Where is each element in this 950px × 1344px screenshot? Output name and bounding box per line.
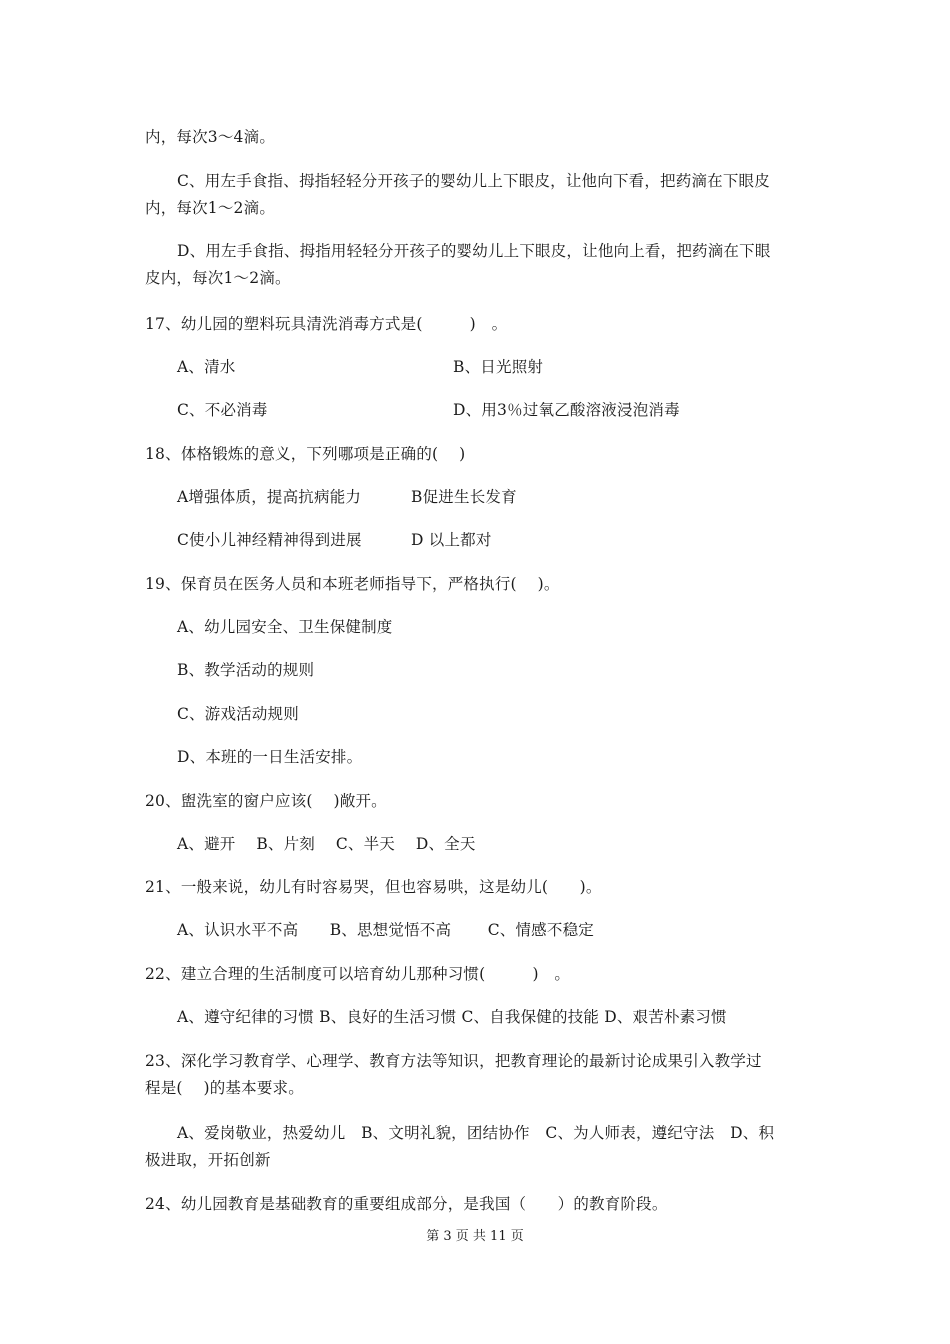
text-line: 内，每次3～4滴。 xyxy=(145,128,276,146)
text-line: D、用左手食指、拇指用轻轻分开孩子的婴幼儿上下眼皮，让他向上看，把药滴在下眼 xyxy=(177,242,771,260)
question-21: 21、一般来说，幼儿有时容易哭，但也容易哄，这是幼儿( )。 xyxy=(145,878,602,896)
option: D、本班的一日生活安排。 xyxy=(177,748,363,766)
option: A、避开 B、片刻 C、半天 D、全天 xyxy=(177,835,476,853)
option: A增强体质，提高抗病能力 xyxy=(177,488,362,506)
option: B促进生长发育 xyxy=(411,488,517,506)
option: A、爱岗敬业，热爱幼儿 B、文明礼貌，团结协作 C、为人师表，遵纪守法 D、积 xyxy=(177,1124,775,1142)
question-20: 20、盥洗室的窗户应该( )敞开。 xyxy=(145,792,387,810)
page-footer: 第 3 页 共 11 页 xyxy=(426,1229,524,1244)
question-24: 24、幼儿园教育是基础教育的重要组成部分，是我国（ ）的教育阶段。 xyxy=(145,1195,668,1213)
question-22: 22、建立合理的生活制度可以培育幼儿那种习惯( ) 。 xyxy=(145,965,571,983)
text-line: C、用左手食指、拇指轻轻分开孩子的婴幼儿上下眼皮，让他向下看，把药滴在下眼皮 xyxy=(177,172,770,190)
text-line: 程是( )的基本要求。 xyxy=(145,1079,304,1097)
question-19: 19、保育员在医务人员和本班老师指导下，严格执行( )。 xyxy=(145,575,560,593)
option: C、不必消毒 xyxy=(177,401,268,419)
option: B、教学活动的规则 xyxy=(177,661,315,679)
option: A、认识水平不高 B、思想觉悟不高 C、情感不稳定 xyxy=(177,921,594,939)
text-line: 皮内，每次1～2滴。 xyxy=(145,269,291,287)
question-23: 23、深化学习教育学、心理学、教育方法等知识，把教育理论的最新讨论成果引入教学过 xyxy=(145,1052,762,1070)
option: C、游戏活动规则 xyxy=(177,705,299,723)
option: A、清水 xyxy=(177,358,236,376)
option: B、日光照射 xyxy=(453,358,544,376)
question-18: 18、体格锻炼的意义，下列哪项是正确的( ) xyxy=(145,445,466,463)
option: A、遵守纪律的习惯 B、良好的生活习惯 C、自我保健的技能 D、艰苦朴素习惯 xyxy=(177,1008,727,1026)
option: D 以上都对 xyxy=(411,531,492,549)
text-line: 内，每次1～2滴。 xyxy=(145,199,276,217)
option: D、用3％过氧乙酸溶液浸泡消毒 xyxy=(453,401,680,419)
question-17: 17、幼儿园的塑料玩具清洗消毒方式是( ) 。 xyxy=(145,315,508,333)
option: A、幼儿园安全、卫生保健制度 xyxy=(177,618,393,636)
option: 极进取，开拓创新 xyxy=(145,1151,271,1169)
option: C使小儿神经精神得到进展 xyxy=(177,531,362,549)
